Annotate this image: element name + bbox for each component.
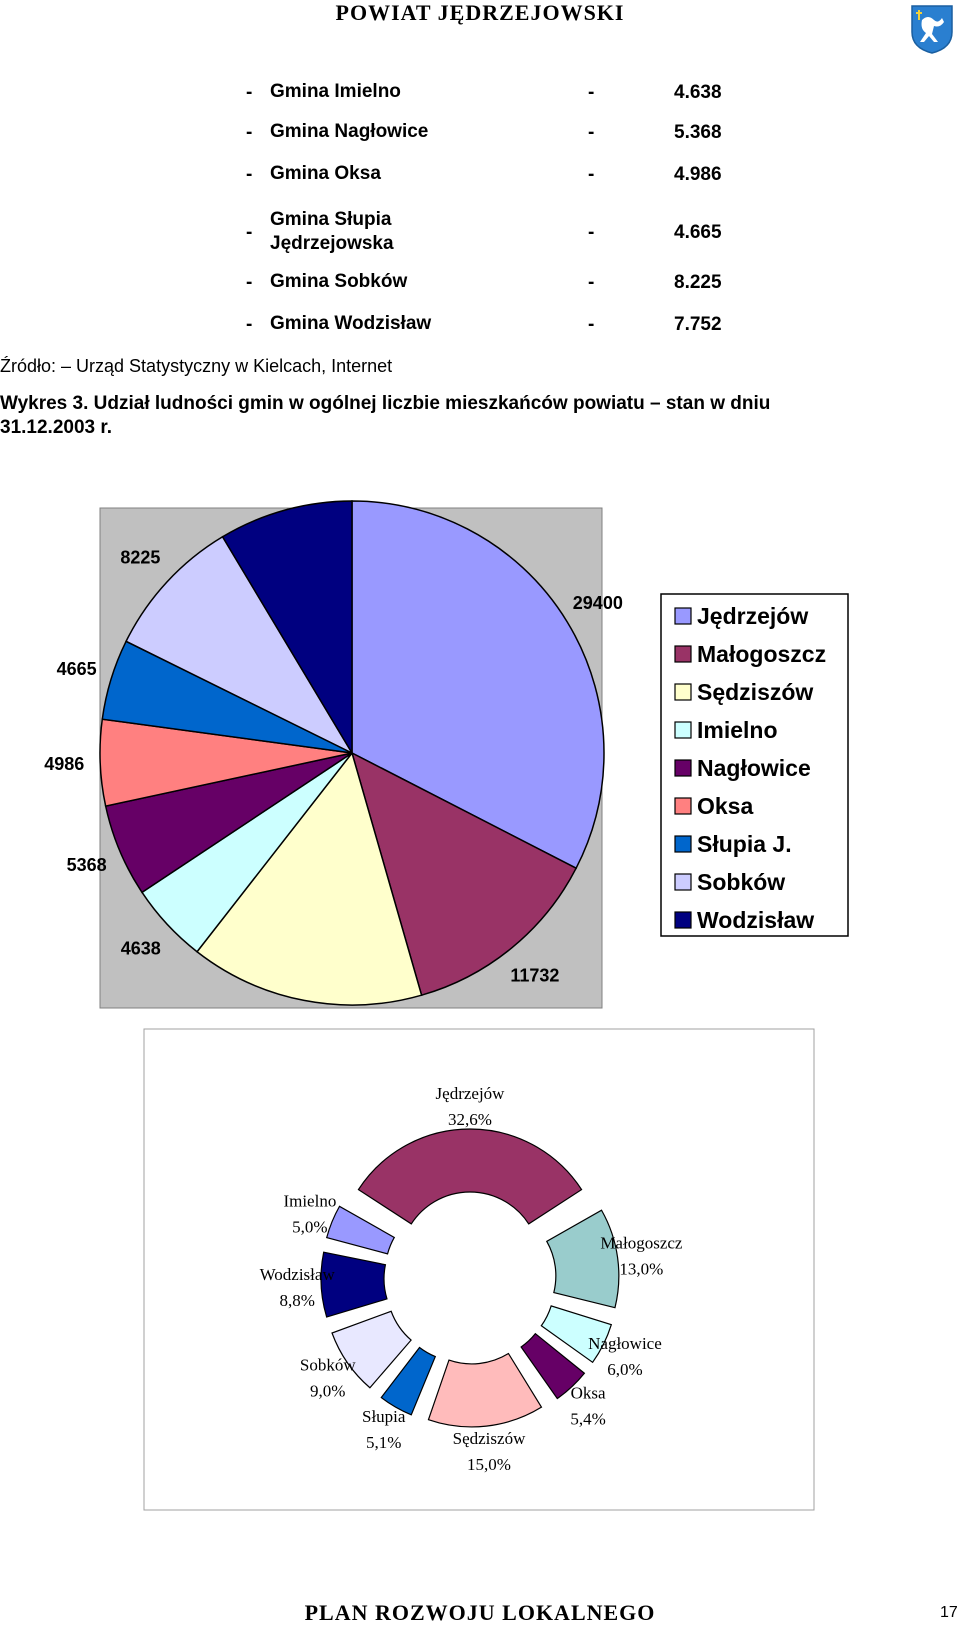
doughnut-percent-label: 8,8% [279, 1290, 315, 1310]
gmina-population: 4.638 [674, 82, 722, 103]
doughnut-category-label: Sobków [299, 1355, 356, 1375]
legend-swatch-wodzislaw [675, 912, 691, 928]
doughnut-percent-label: 13,0% [619, 1259, 664, 1279]
list-dash: - [588, 222, 595, 243]
doughnut-percent-label: 32,6% [448, 1110, 492, 1129]
legend-swatch-sedziszow [675, 684, 691, 700]
list-dash: - [588, 82, 595, 103]
gmina-population: 4.665 [674, 222, 722, 243]
legend-swatch-sobkow [675, 874, 691, 890]
list-dash: - [246, 82, 253, 103]
doughnut-category-label: Małogoszcz [600, 1233, 683, 1253]
pie-chart [0, 480, 960, 1020]
list-dash: - [246, 314, 253, 335]
gmina-population: 4.986 [674, 164, 722, 185]
list-dash: - [246, 272, 253, 293]
pie-data-label: 8225 [120, 547, 161, 568]
doughnut-percent-label: 5,1% [366, 1432, 402, 1452]
list-dash: - [246, 122, 253, 143]
pie-data-label: 4638 [120, 938, 161, 959]
coat-of-arms-icon [910, 4, 954, 54]
legend-label-malogoszcz: Małogoszcz [697, 641, 827, 667]
legend-swatch-oksa [675, 798, 691, 814]
page-number: 17 [940, 1604, 958, 1621]
legend-label-sobkow: Sobków [697, 869, 786, 895]
gmina-population: 7.752 [674, 314, 722, 335]
legend-label-oksa: Oksa [697, 793, 754, 819]
list-dash: - [588, 122, 595, 143]
legend-swatch-malogoszcz [675, 646, 691, 662]
doughnut-percent-label: 6,0% [607, 1359, 643, 1379]
legend-swatch-slupia-j [675, 836, 691, 852]
pie-data-label: 11732 [510, 965, 560, 986]
gmina-name: Gmina Nagłowice [270, 121, 429, 142]
pie-data-label: 29400 [572, 592, 623, 613]
source-note: Źródło: – Urząd Statystyczny w Kielcach, Internet [0, 356, 393, 376]
doughnut-percent-label: 15,0% [467, 1454, 511, 1474]
legend-swatch-naglowice [675, 760, 691, 776]
page-footer-title: PLAN ROZWOJU LOKALNEGO [304, 1600, 656, 1625]
caption-line: 31.12.2003 r. [0, 417, 112, 438]
doughnut-chart [0, 1025, 960, 1515]
gmina-name: Jędrzejowska [270, 233, 394, 254]
legend-label-wodzislaw: Wodzisław [697, 907, 815, 933]
caption-line: Wykres 3. Udział ludności gmin w ogólnej liczbie mieszkańców powiatu – stan w dniu [0, 393, 771, 414]
legend-label-slupia-j: Słupia J. [697, 831, 792, 857]
doughnut-category-label: Sędziszów [452, 1428, 526, 1448]
gmina-population: 8.225 [674, 272, 722, 293]
gmina-population: 5.368 [674, 122, 722, 143]
doughnut-percent-label: 5,4% [570, 1409, 606, 1429]
doughnut-category-label: Wodzisław [259, 1264, 335, 1284]
gmina-name: Gmina Słupia [270, 209, 392, 230]
list-dash: - [588, 272, 595, 293]
doughnut-category-label: Oksa [570, 1383, 606, 1403]
legend-label-naglowice: Nagłowice [697, 755, 811, 781]
list-dash: - [588, 164, 595, 185]
gmina-name: Gmina Imielno [270, 81, 401, 102]
list-dash: - [246, 164, 253, 185]
doughnut-category-label: Nagłowice [588, 1333, 662, 1353]
chart-caption [0, 392, 900, 440]
page-header-title: POWIAT JĘDRZEJOWSKI [335, 0, 625, 25]
legend-label-jedrzejow: Jędrzejów [697, 603, 809, 629]
doughnut-percent-label: 5,0% [292, 1217, 328, 1237]
doughnut-percent-label: 9,0% [310, 1381, 346, 1401]
list-dash: - [588, 314, 595, 335]
list-dash: - [246, 222, 253, 243]
legend-label-imielno: Imielno [697, 717, 778, 743]
gmina-name: Gmina Wodzisław [270, 313, 432, 334]
pie-data-label: 5368 [66, 854, 107, 875]
doughnut-category-label: Słupia [362, 1406, 406, 1426]
pie-data-label: 4665 [56, 658, 97, 679]
legend-swatch-jedrzejow [675, 608, 691, 624]
gmina-name: Gmina Sobków [270, 271, 408, 292]
doughnut-category-label: Imielno [283, 1191, 337, 1211]
gmina-name: Gmina Oksa [270, 163, 381, 184]
pie-data-label: 4986 [44, 754, 85, 775]
legend-swatch-imielno [675, 722, 691, 738]
doughnut-category-label: Jędrzejów [435, 1084, 505, 1103]
legend-label-sedziszow: Sędziszów [697, 679, 814, 705]
